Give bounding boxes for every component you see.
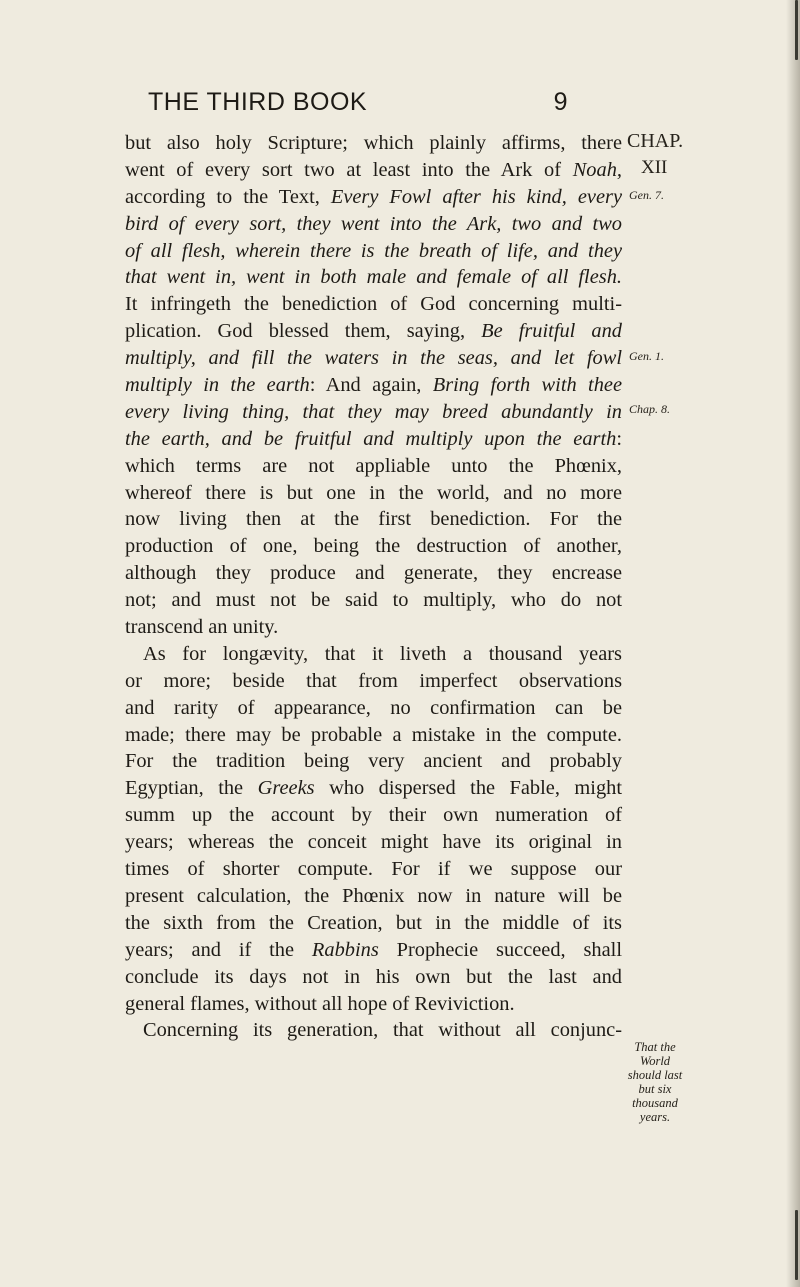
side-note-line: should last bbox=[627, 1068, 683, 1082]
text-line: summ up the account by their own numeration of bbox=[125, 804, 622, 827]
text-line: not; and must not be said to multiply, who do not bbox=[125, 589, 622, 612]
text-line: the sixth from the Creation, but in the middle of its bbox=[125, 911, 622, 934]
text-line: conclude its days not in his own but the last and bbox=[125, 965, 622, 988]
chapter-label: CHAP. bbox=[627, 130, 684, 152]
text-line: Concerning its generation, that without all conjunc- bbox=[143, 1019, 622, 1042]
text-line: production of one, being the destruction of another, bbox=[125, 535, 622, 558]
margin-reference: Chap. 8. bbox=[629, 402, 671, 416]
text-line: that went in, went in both male and female of all flesh. bbox=[125, 266, 622, 289]
running-head bbox=[148, 88, 568, 124]
text-line: every living thing, that they may breed abundantly in bbox=[125, 400, 622, 423]
page-number: 9 bbox=[553, 88, 568, 116]
margin-reference: Gen. 1. bbox=[629, 349, 664, 363]
text-line: the earth, and be fruitful and multiply upon the earth: bbox=[125, 427, 622, 450]
text-line: Egyptian, the Greeks who dispersed the Fable, might bbox=[125, 777, 622, 800]
text-line: although they produce and generate, they encrease bbox=[125, 562, 622, 585]
text-line: and rarity of appearance, no confirmation can be bbox=[125, 696, 622, 719]
text-line: plication. God blessed them, saying, Be fruitful and bbox=[125, 320, 622, 343]
page-edge-shadow bbox=[786, 0, 800, 1287]
text-line: times of shorter compute. For if we suppose our bbox=[125, 858, 622, 881]
text-line: For the tradition being very ancient and probably bbox=[125, 750, 622, 773]
chapter-number: XII bbox=[641, 157, 668, 178]
text-line: according to the Text, Every Fowl after his kind, every bbox=[125, 185, 622, 208]
text-line: present calculation, the Phœnix now in nature will be bbox=[125, 884, 622, 907]
text-line: of all flesh, wherein there is the breath of life, and they bbox=[125, 239, 622, 262]
book-title: THE THIRD BOOK bbox=[148, 88, 368, 116]
text-line: It infringeth the benediction of God concerning multi- bbox=[125, 293, 622, 316]
text-line: whereof there is but one in the world, and no more bbox=[125, 481, 622, 504]
text-line: which terms are not appliable unto the Phœnix, bbox=[125, 454, 622, 477]
text-line: multiply in the earth: And again, Bring forth with thee bbox=[125, 374, 623, 397]
page-edge-mark-bottom bbox=[795, 1210, 798, 1280]
text-line: years; whereas the conceit might have its original in bbox=[125, 831, 622, 854]
text-line: general flames, without all hope of Reviviction. bbox=[125, 992, 515, 1015]
text-line: multiply, and fill the waters in the seas, and let fowl bbox=[125, 347, 622, 370]
text-line: bird of every sort, they went into the Ark, two and two bbox=[125, 212, 622, 235]
text-line: now living then at the first benediction. For the bbox=[125, 508, 622, 531]
side-note-line: World bbox=[639, 1054, 671, 1068]
text-line: years; and if the Rabbins Prophecie succeed, shall bbox=[125, 938, 622, 961]
side-note-line: years. bbox=[639, 1110, 671, 1124]
text-line: but also holy Scripture; which plainly affirms, there bbox=[125, 132, 622, 154]
margin-reference: Gen. 7. bbox=[629, 188, 664, 202]
body-text bbox=[125, 130, 622, 1044]
side-note-line: That the bbox=[634, 1040, 676, 1054]
side-note-line: but six bbox=[638, 1082, 672, 1096]
text-line: went of every sort two at least into the Ark of Noah, bbox=[125, 158, 622, 181]
text-line: made; there may be probable a mistake in the compute. bbox=[125, 723, 622, 746]
page-edge-mark-top bbox=[795, 0, 798, 60]
text-line: transcend an unity. bbox=[125, 616, 279, 639]
side-note-line: thousand bbox=[632, 1096, 678, 1110]
side-note bbox=[625, 1040, 685, 1124]
text-line: As for longævity, that it liveth a thousand years bbox=[143, 642, 622, 665]
text-line: or more; beside that from imperfect observations bbox=[125, 669, 622, 692]
